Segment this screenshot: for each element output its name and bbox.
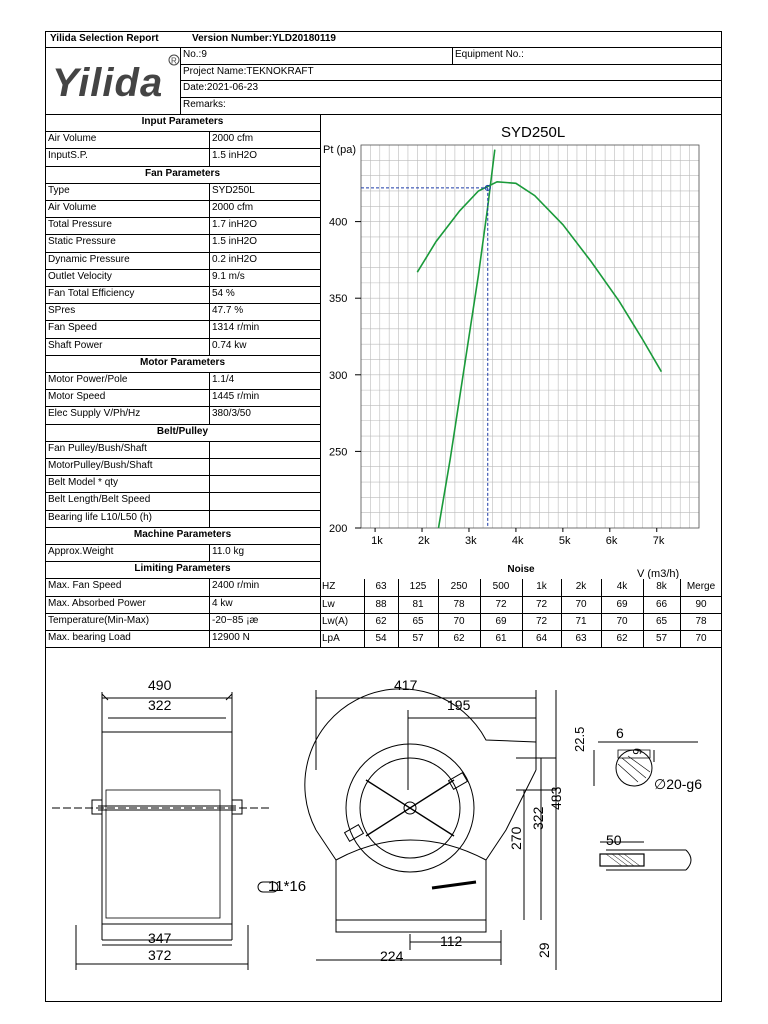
param-value: 11.0 kg [212, 546, 245, 557]
param-label: Elec Supply V/Ph/Hz [48, 408, 141, 420]
section-heading-fan: Fan Parameters [144, 167, 221, 179]
y-tick-label: 250 [329, 446, 348, 459]
noise-cell: 65 [412, 615, 424, 627]
dimension-label: 11*16 [268, 878, 307, 895]
param-value: 1.1/4 [212, 374, 235, 385]
dimension-label: 29 [536, 942, 552, 958]
param-value: 1445 r/min [212, 391, 260, 403]
noise-cell: 78 [695, 615, 707, 627]
param-label: Dynamic Pressure [48, 253, 130, 265]
noise-cell: 54 [375, 633, 387, 644]
param-label: Max. Fan Speed [48, 580, 122, 592]
param-label: Air Volume [48, 133, 97, 145]
dimension-label: 372 [148, 947, 172, 963]
logo-text: Yilida [52, 61, 164, 105]
yilida-logo [48, 50, 182, 110]
side-view [52, 692, 272, 970]
svg-text:R: R [171, 56, 177, 66]
section-heading-limiting: Limiting Parameters [134, 563, 231, 575]
param-value: 9.1 m/s [212, 270, 245, 282]
param-value: 54 % [212, 288, 235, 299]
noise-cell: 57 [412, 633, 424, 644]
param-value: SYD250L [212, 184, 255, 196]
noise-header-cell: Merge [686, 581, 716, 593]
noise-cell: 65 [655, 615, 668, 627]
noise-cell: 78 [453, 598, 465, 610]
noise-cell: LpA [322, 633, 340, 644]
noise-header-cell: HZ [322, 581, 336, 593]
performance-chart [321, 115, 721, 579]
param-value: 1.5 inH2O [212, 150, 258, 162]
param-value: 0.2 inH2O [212, 253, 258, 265]
section-heading-belt: Belt/Pulley [156, 425, 209, 437]
noise-cell: 63 [575, 633, 587, 644]
param-value: 0.74 kw [212, 339, 247, 351]
noise-cell: 72 [535, 598, 548, 610]
param-value: 12900 N [212, 632, 250, 643]
noise-cell: 62 [453, 633, 465, 644]
chart-title: SYD250L [501, 124, 566, 141]
param-label: Bearing life L10/L50 (h) [48, 511, 152, 523]
noise-header-cell: 63 [375, 581, 387, 593]
version-number: Version Number:YLD20180119 [192, 33, 336, 44]
noise-cell: 64 [535, 633, 548, 644]
noise-header-cell: 1k [536, 581, 547, 593]
noise-cell: 66 [655, 598, 668, 610]
x-tick-label: 4k [511, 535, 524, 547]
noise-header-cell: 125 [409, 581, 427, 593]
chart-grid [361, 145, 699, 528]
x-tick-label: 7k [652, 535, 665, 547]
x-tick-label: 3k [464, 535, 477, 547]
param-label: Static Pressure [48, 236, 116, 248]
param-label: InputS.P. [48, 150, 88, 162]
param-value: 1.7 inH2O [212, 219, 258, 231]
param-value: 1.5 inH2O [212, 236, 258, 248]
dimension-label: 50 [606, 832, 622, 848]
param-label: Temperature(Min-Max) [48, 614, 150, 626]
section-heading-machine: Machine Parameters [133, 528, 232, 540]
param-label: Fan Pulley/Bush/Shaft [48, 442, 147, 454]
y-axis-label: Pt (pa) [323, 144, 357, 156]
dimension-label: ∅20-g6 [654, 776, 703, 792]
section-heading-input: Input Parameters [141, 116, 224, 127]
noise-header-cell: 500 [492, 581, 510, 593]
param-value: 4 kw [212, 597, 233, 609]
y-tick-label: 300 [329, 369, 348, 382]
noise-cell: 71 [575, 615, 587, 627]
param-label: Type [48, 184, 70, 196]
dimension-label: 112 [440, 933, 463, 949]
param-label: Belt Model * qty [48, 477, 119, 489]
param-value: 47.7 % [212, 305, 244, 317]
dimension-label: 490 [148, 677, 172, 693]
param-value: 1314 r/min [212, 322, 260, 334]
noise-cell: 72 [495, 598, 507, 610]
param-label: Air Volume [48, 202, 97, 213]
param-value: 2400 r/min [212, 580, 260, 592]
dimension-label: 483 [548, 786, 564, 810]
noise-cell: 62 [616, 633, 628, 644]
y-tick-label: 400 [329, 216, 348, 229]
noise-header-cell: 250 [450, 581, 468, 593]
param-label: Motor Speed [48, 391, 106, 403]
y-tick-label: 200 [329, 523, 348, 535]
noise-cell: 70 [453, 615, 465, 627]
report-date: Date:2021-06-23 [183, 82, 259, 93]
report-no: No.:9 [183, 49, 207, 60]
chart-axes [329, 145, 699, 547]
param-label: MotorPulley/Bush/Shaft [48, 460, 153, 471]
noise-cell: 81 [412, 598, 424, 610]
x-axis-label: V (m3/h) [637, 568, 680, 579]
param-label: Max. Absorbed Power [48, 597, 146, 609]
param-label: Motor Power/Pole [48, 374, 128, 385]
dimension-label: 270 [508, 826, 524, 850]
noise-cell: 61 [495, 633, 507, 644]
equipment-no: Equipment No.: [455, 49, 524, 60]
param-value: 380/3/50 [212, 408, 251, 420]
param-value: 2000 cfm [212, 133, 254, 145]
report-title: Yilida Selection Report [50, 33, 159, 44]
noise-cell: 90 [695, 598, 707, 610]
param-value: 2000 cfm [212, 202, 254, 213]
x-tick-label: 6k [605, 535, 618, 547]
dimension-label: 417 [394, 677, 418, 693]
dimension-label: 347 [148, 930, 172, 946]
param-label: Fan Total Efficiency [48, 288, 135, 299]
noise-cell: 70 [575, 598, 587, 610]
noise-cell: 69 [616, 598, 628, 610]
dimension-label: 195 [447, 697, 471, 713]
param-label: Belt Length/Belt Speed [48, 494, 151, 506]
x-tick-label: 1k [371, 535, 383, 547]
noise-cell: 70 [695, 633, 707, 644]
param-value: -20~85 ¡æ [212, 614, 259, 626]
remarks: Remarks: [183, 99, 226, 110]
param-label: Max. bearing Load [48, 632, 131, 643]
shaft-detail [594, 742, 698, 870]
x-tick-label: 2k [418, 535, 430, 547]
section-heading-motor: Motor Parameters [139, 356, 226, 368]
noise-cell: 62 [375, 615, 387, 627]
dimension-label: 22.5 [572, 726, 587, 752]
dimension-label: 322 [148, 697, 172, 713]
noise-header-cell: 2k [575, 581, 587, 593]
dimension-label: 6 [630, 748, 644, 755]
dimension-label: 6 [616, 725, 624, 741]
noise-cell: 57 [655, 633, 668, 644]
param-label: Total Pressure [48, 219, 112, 231]
dimension-label: 224 [380, 948, 404, 964]
param-label: SPres [48, 305, 76, 317]
noise-cell: 88 [375, 598, 387, 610]
noise-cell: Lw [322, 598, 335, 610]
x-tick-label: 5k [558, 535, 571, 547]
param-label: Shaft Power [48, 339, 103, 351]
noise-cell: 69 [495, 615, 507, 627]
param-label: Outlet Velocity [48, 270, 112, 282]
y-tick-label: 350 [329, 293, 348, 306]
noise-cell: 70 [616, 615, 628, 627]
dimension-label: 322 [530, 806, 546, 830]
noise-cell: 72 [535, 615, 548, 627]
section-heading-noise: Noise [507, 564, 535, 575]
param-label: Fan Speed [48, 322, 97, 334]
project-name: Project Name:TEKNOKRAFT [183, 66, 314, 77]
noise-header-cell: 4k [616, 581, 628, 593]
param-label: Approx.Weight [48, 546, 114, 557]
noise-header-cell: 8k [656, 581, 667, 593]
noise-cell: Lw(A) [322, 615, 349, 627]
